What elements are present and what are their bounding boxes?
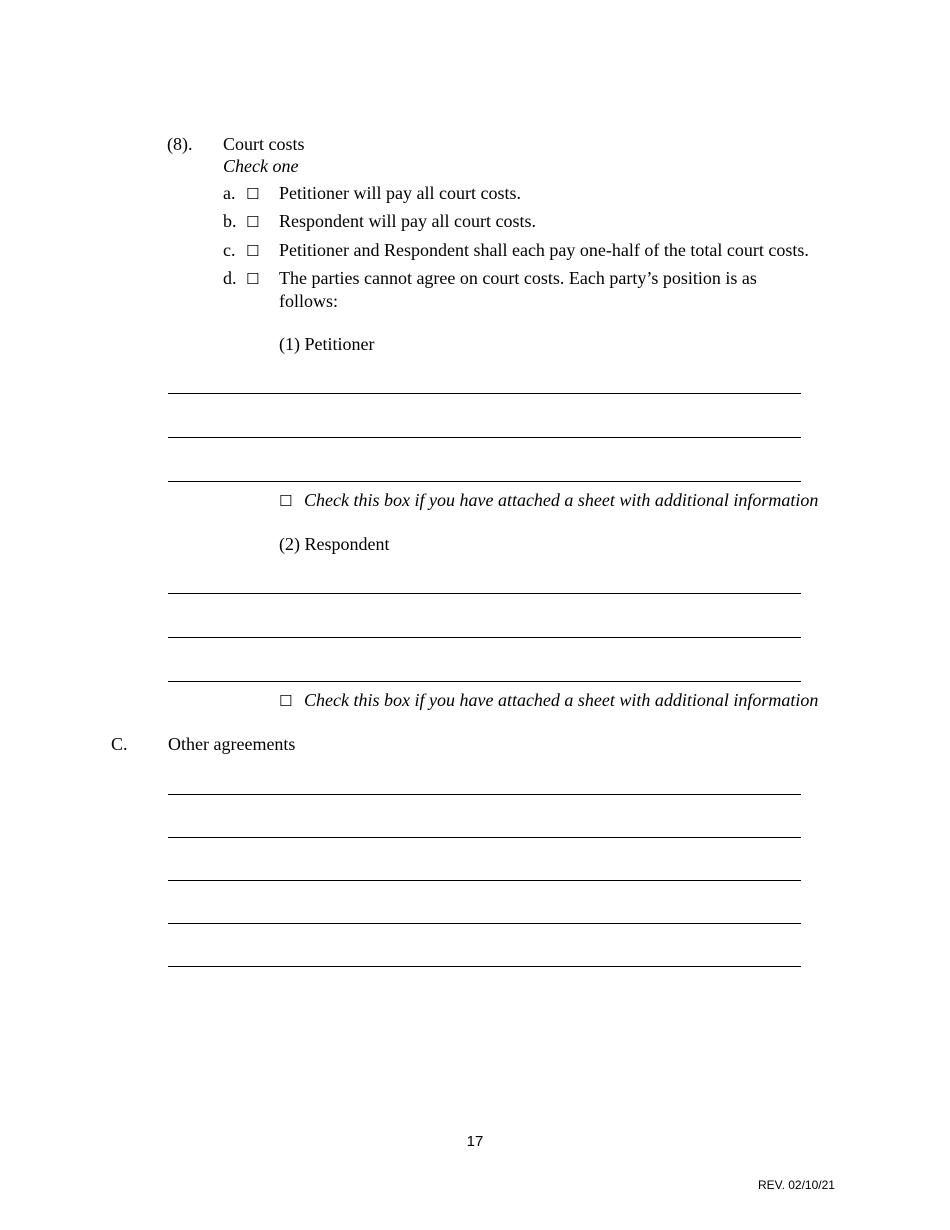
petitioner-attach-checkbox[interactable]: ☐ [279,492,293,510]
petitioner-answer-line-3[interactable] [168,481,801,482]
petitioner-answer-line-2[interactable] [168,437,801,438]
option-c-letter: c. [223,240,236,260]
respondent-answer-line-3[interactable] [168,681,801,682]
option-d-text-line1: The parties cannot agree on court costs. Each party’s position is as [279,268,757,288]
option-b-checkbox[interactable]: ☐ [246,213,260,231]
section-c-title: Other agreements [168,734,296,754]
revision-date: REV. 02/10/21 [758,1178,835,1192]
page-number: 17 [466,1133,484,1150]
option-a-text: Petitioner will pay all court costs. [279,183,521,203]
option-d-letter: d. [223,268,237,288]
other-agreements-line-1[interactable] [168,794,801,795]
respondent-attach-note: Check this box if you have attached a sheet with additional information [304,690,819,710]
petitioner-attach-note: Check this box if you have attached a sheet with additional information [304,490,819,510]
other-agreements-line-4[interactable] [168,923,801,924]
section-8-instruction: Check one [223,156,299,176]
section-c-letter: C. [111,734,128,754]
option-c-checkbox[interactable]: ☐ [246,242,260,260]
option-d-text-line2: follows: [279,291,339,311]
option-b-letter: b. [223,211,237,231]
option-a-letter: a. [223,183,236,203]
option-b-text: Respondent will pay all court costs. [279,211,536,231]
petitioner-label: (1) Petitioner [279,334,375,354]
section-8-title: Court costs [223,134,305,154]
respondent-label: (2) Respondent [279,534,390,554]
respondent-answer-line-1[interactable] [168,593,801,594]
other-agreements-line-2[interactable] [168,837,801,838]
option-a-checkbox[interactable]: ☐ [246,185,260,203]
respondent-attach-checkbox[interactable]: ☐ [279,692,293,710]
option-d-checkbox[interactable]: ☐ [246,270,260,288]
respondent-answer-line-2[interactable] [168,637,801,638]
other-agreements-line-3[interactable] [168,880,801,881]
other-agreements-line-5[interactable] [168,966,801,967]
section-8-number: (8). [167,134,193,154]
petitioner-answer-line-1[interactable] [168,393,801,394]
option-c-text: Petitioner and Respondent shall each pay one-half of the total court costs. [279,240,809,260]
